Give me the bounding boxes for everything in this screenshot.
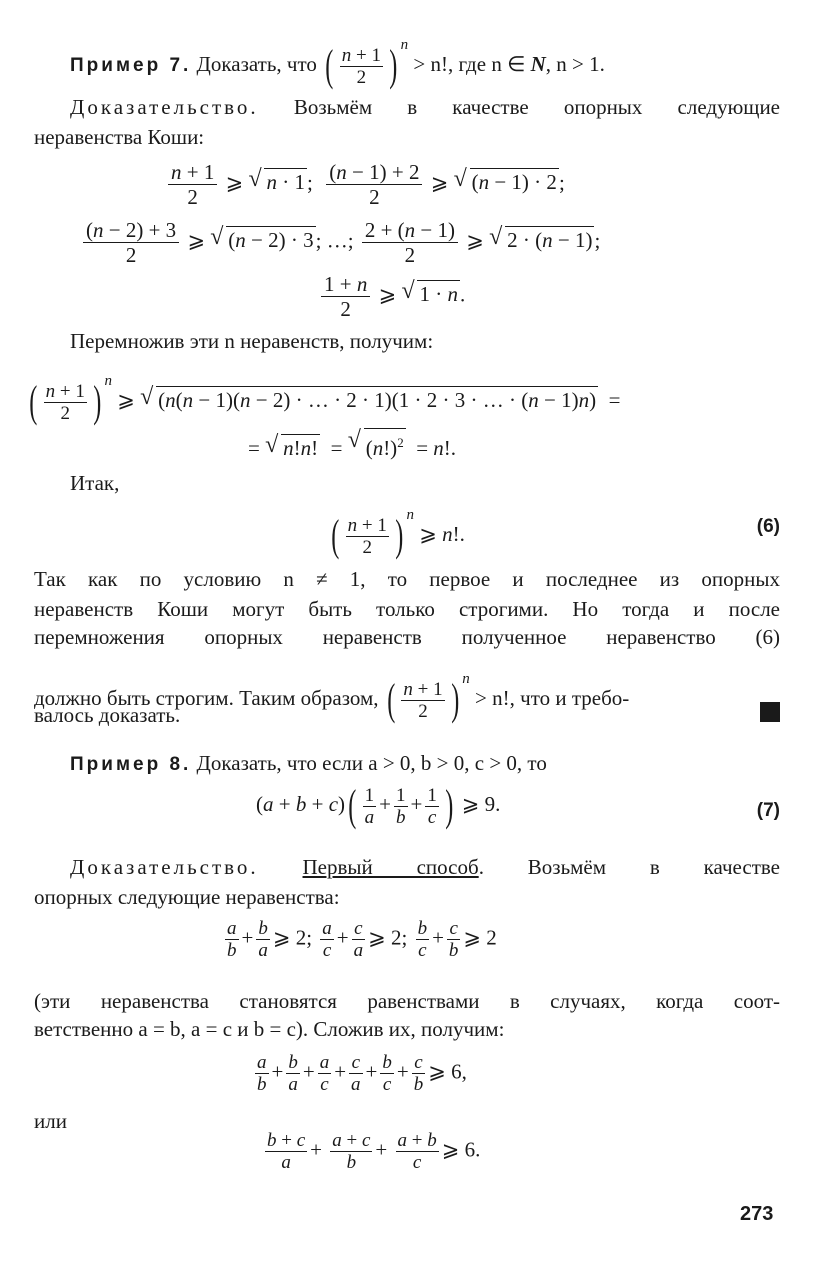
para1-line1: Так как по условию n ≠ 1, то первое и последнее из опорных	[34, 567, 780, 591]
example7-claim-tail: > n!, где n ∈	[413, 52, 526, 76]
proof8-line1-tail: . Возьмём в качестве	[478, 855, 780, 879]
example7-intro: Доказать, что	[196, 52, 317, 76]
multiply-text: Перемножив эти n неравенств, получим:	[70, 329, 434, 353]
example8-text: Доказать, что если a > 0, b > 0, c > 0, то	[196, 751, 547, 775]
eq7-number: (7)	[756, 800, 780, 821]
proof8-line2: опорных следующие неравенства:	[34, 885, 340, 909]
support-inequalities: $\frac{a}{b}$ + $\frac{b}{a}$ ⩾ 2; $\frac{a}{c}$ + $\frac{c}{a}$ ⩾ 2; $\frac{b}{c}$ + $\frac{c}{b}$ ⩾ 2	[227, 918, 497, 961]
proof8-para-line1: (эти неравенства становятся равенствами в случаях, когда соот-	[34, 989, 780, 1013]
example8-statement	[70, 748, 547, 780]
eq6-number: (6)	[756, 516, 780, 537]
product-row-1: ( $\frac{n + 1}{2}$ ) $^n$ ⩾ √ (n(n − 1)(n − 2) · … · 2 · 1)(1 · 2 · 3 · … · (n − 1)n) =	[26, 366, 620, 424]
proof8-line1	[70, 852, 780, 882]
product-row-2: = √ n!n! = √ $(n!)^2 = n$!.	[248, 428, 456, 463]
proof8-method: Первый способ	[302, 855, 479, 879]
para1-line4: должно быть строгим. Таким образом, ( $\frac{n + 1}{2}$ ) $^n$ > n!, что и требо-	[34, 671, 630, 725]
para1-line2: неравенств Коши могут быть только строгими. Но тогда и после	[34, 597, 780, 621]
example7-condition: , n > 1.	[545, 52, 605, 76]
example8-label: Пример 8.	[70, 754, 192, 775]
example7-label: Пример 7.	[70, 55, 192, 76]
qed-square-icon	[760, 702, 780, 722]
example7-set-N: N	[530, 52, 546, 76]
proof7-line1	[70, 92, 780, 122]
proof8-para-line2: ветственно a = b, a = c и b = c). Сложив их, получим:	[34, 1017, 505, 1041]
cauchy-row-2: $\frac{(n - 2) + 3}{2}$ ⩾ √ (n − 2) · 3; …; $\frac{2 + (n - 1)}{2}$ ⩾ √ 2 · (n − 1);	[80, 218, 600, 267]
para1-line4b: > n!, что и требо-	[475, 686, 630, 710]
sum-inequality: $\frac{a}{b}$ + $\frac{b}{a}$ + $\frac{a}{c}$ + $\frac{c}{a}$ + $\frac{b}{c}$ + $\frac{c}{b}$ ⩾ 6,	[257, 1052, 467, 1095]
para1-line4a: должно быть строгим. Таким образом,	[34, 686, 379, 710]
example7-formula: ( $\frac{n + 1}{2}$ ) $^n$	[325, 37, 409, 91]
final-inequality: $\frac{b + c}{a}$ + $\frac{a + c}{b}$ + $\frac{a + b}{c}$ ⩾ 6.	[267, 1130, 481, 1173]
inequality-7: (a + b + c)( $\frac{1}{a}$ + $\frac{1}{b}$ + $\frac{1}{c}$ ) ⩾ 9.	[256, 781, 501, 830]
proof8-label: Доказательство.	[70, 855, 259, 879]
proof7-line1-text: Возьмём в качестве опорных следующие	[293, 95, 780, 119]
example7-statement	[70, 30, 605, 91]
cauchy-row-1: $\frac{n + 1}{2}$ ⩾ √ n · 1; $\frac{(n - 1) + 2}{2}$ ⩾ √ (n − 1) · 2;	[165, 160, 565, 209]
proof7-line2: неравенства Коши:	[34, 125, 205, 149]
page-number: 273	[740, 1203, 774, 1225]
ili-text: или	[34, 1109, 67, 1133]
para1-line3: перемножения опорных неравенств полученное неравенство (6)	[34, 625, 780, 649]
inequality-6: ( $\frac{n + 1}{2}$ ) $^n$ ⩾ n!.	[331, 507, 465, 561]
proof7-label: Доказательство.	[70, 95, 259, 119]
itak-text: Итак,	[70, 471, 120, 495]
para1-line5: валось доказать.	[34, 703, 181, 727]
cauchy-row-3: $\frac{1 + n}{2}$ ⩾ √ 1 · n.	[318, 272, 465, 321]
